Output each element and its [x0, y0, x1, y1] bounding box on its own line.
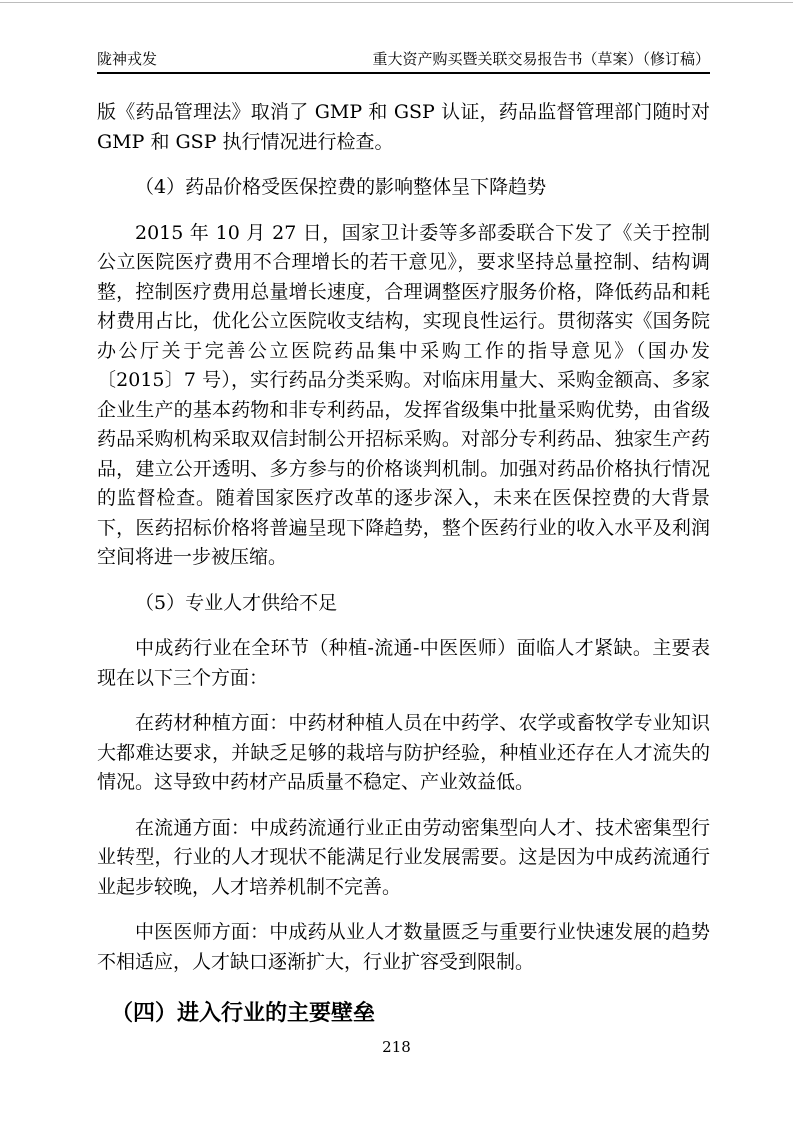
section-heading: （四）进入行业的主要壁垒 [111, 1001, 376, 1026]
header-report-title: 重大资产购买暨关联交易报告书（草案）（修订稿） [372, 50, 710, 68]
body-paragraph: 2015 年 10 月 27 日，国家卫计委等多部委联合下发了《关于控制公立医院医疗费用不合理增长的若干意见》，要求坚持总量控制、结构调整，控制医疗费用总量增长速度，合理调整医疗服务价格，降低药品和耗材费用占比，优化公立医院收支结构，实现良性运行。贯彻落实《国务院办公厅关于完善公立医院药品集中采购工作的指导意见》（国办发〔2015〕7 号），实行药品分类采购。对临床用量大、采购金额高、多家企业生产的基本药物和非专利药品，发挥省级集中批量采购优势，由省级药品采购机构采取双信封制公开招标采购。对部分专利药品、独家生产药品，建立公开透明、多方参与的价格谈判机制。加强对药品价格执行情况的监督检查。随着国家医疗改革的逐步深入，未来在医保控费的大背景下，医药招标价格将普遍呈现下降趋势，整个医药行业的收入水平及利润空间将进一步被压缩。 [97, 221, 710, 568]
body-paragraph: 在药材种植方面：中药材种植人员在中药学、农学或畜牧学专业知识大都难达要求，并缺乏足够的栽培与防护经验，种植业还存在人才流失的情况。这导致中药材产品质量不稳定、产业效益低。 [97, 712, 710, 793]
page-number: 218 [382, 1038, 411, 1056]
page-content [97, 0, 710, 1029]
body-paragraph: 中医医师方面：中成药从业人才数量匮乏与重要行业快速发展的趋势不相适应，人才缺口逐渐扩大，行业扩容受到限制。 [97, 921, 710, 973]
page-header [97, 0, 710, 74]
body-paragraph: 中成药行业在全环节（种植-流通-中医医师）面临人才紧缺。主要表现在以下三个方面： [97, 637, 710, 689]
body-paragraph: 版《药品管理法》取消了 GMP 和 GSP 认证，药品监督管理部门随时对 GMP 和 GSP 执行情况进行检查。 [97, 101, 710, 153]
numbered-subheading: （4）药品价格受医保控费的影响整体呈下降趋势 [135, 176, 547, 198]
header-company-name: 陇神戎发 [97, 50, 158, 68]
numbered-subheading: （5）专业人才供给不足 [135, 591, 338, 614]
page-footer [0, 1038, 793, 1056]
body-paragraph: 在流通方面：中成药流通行业正由劳动密集型向人才、技术密集型行业转型，行业的人才现状不能满足行业发展需要。这是因为中成药流通行业起步较晚，人才培养机制不完善。 [97, 816, 710, 898]
document-body [97, 74, 710, 1029]
